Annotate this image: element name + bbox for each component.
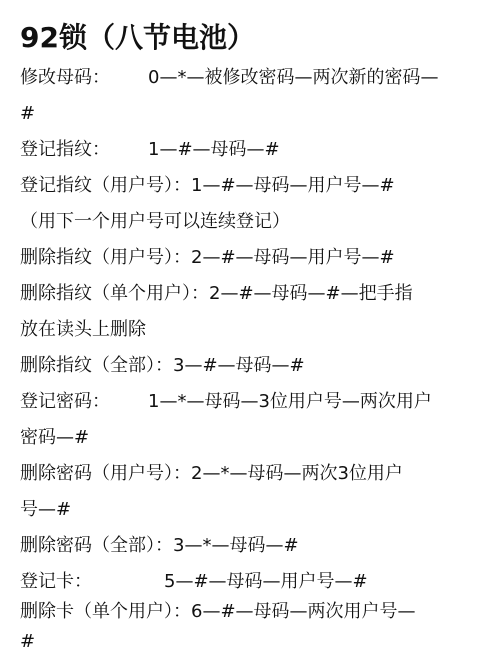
instruction-label: 删除密码（全部）： <box>20 535 173 556</box>
instruction-label: 删除指纹（用户号）： <box>20 247 191 268</box>
instruction-line <box>20 240 395 276</box>
instruction-value: 1—*—母码—3位用户号—两次用户 <box>148 391 432 412</box>
instruction-value: 2—#—母码—#—把手指 <box>209 283 413 304</box>
instruction-value: 0—*—被修改密码—两次新的密码— <box>148 67 439 88</box>
instruction-continuation: 号—# <box>20 499 72 520</box>
instruction-value: 3—*—母码—# <box>173 535 299 556</box>
instruction-value: 3—#—母码—# <box>173 355 305 376</box>
instruction-continuation: # <box>20 631 36 652</box>
instruction-value: 2—*—母码—两次3位用户 <box>191 463 403 484</box>
instruction-continuation: 密码—# <box>20 427 90 448</box>
instruction-line <box>20 60 438 96</box>
instruction-label: 删除指纹（全部）： <box>20 355 173 376</box>
instruction-note: （用下一个用户号可以连续登记） <box>20 211 290 232</box>
instruction-label: 登记卡： <box>20 571 92 592</box>
instruction-label: 登记指纹： <box>20 139 110 160</box>
instruction-line <box>20 456 403 492</box>
instruction-continuation: 放在读头上删除 <box>20 319 146 340</box>
instruction-value: 6—#—母码—两次用户号— <box>191 601 416 622</box>
instruction-label: 删除卡（单个用户）： <box>20 601 191 622</box>
instruction-value: 2—#—母码—用户号—# <box>191 247 395 268</box>
instruction-value: 5—#—母码—用户号—# <box>164 571 368 592</box>
instruction-line <box>20 276 413 312</box>
instruction-value: 1—#—母码—用户号—# <box>191 175 395 196</box>
instruction-continuation: # <box>20 103 36 124</box>
instruction-label: 删除密码（用户号）： <box>20 463 191 484</box>
instruction-line <box>20 384 432 420</box>
instruction-line <box>20 594 416 630</box>
instruction-line <box>20 168 395 204</box>
instruction-label: 修改母码： <box>20 67 110 88</box>
instruction-label: 登记密码： <box>20 391 110 412</box>
instruction-line <box>20 528 299 564</box>
page-title: 92锁（八节电池） <box>20 21 255 54</box>
instruction-value: 1—#—母码—# <box>148 139 280 160</box>
instruction-line <box>20 348 305 384</box>
instruction-label: 删除指纹（单个用户）： <box>20 283 209 304</box>
instruction-line <box>20 132 280 168</box>
instruction-label: 登记指纹（用户号）： <box>20 175 191 196</box>
